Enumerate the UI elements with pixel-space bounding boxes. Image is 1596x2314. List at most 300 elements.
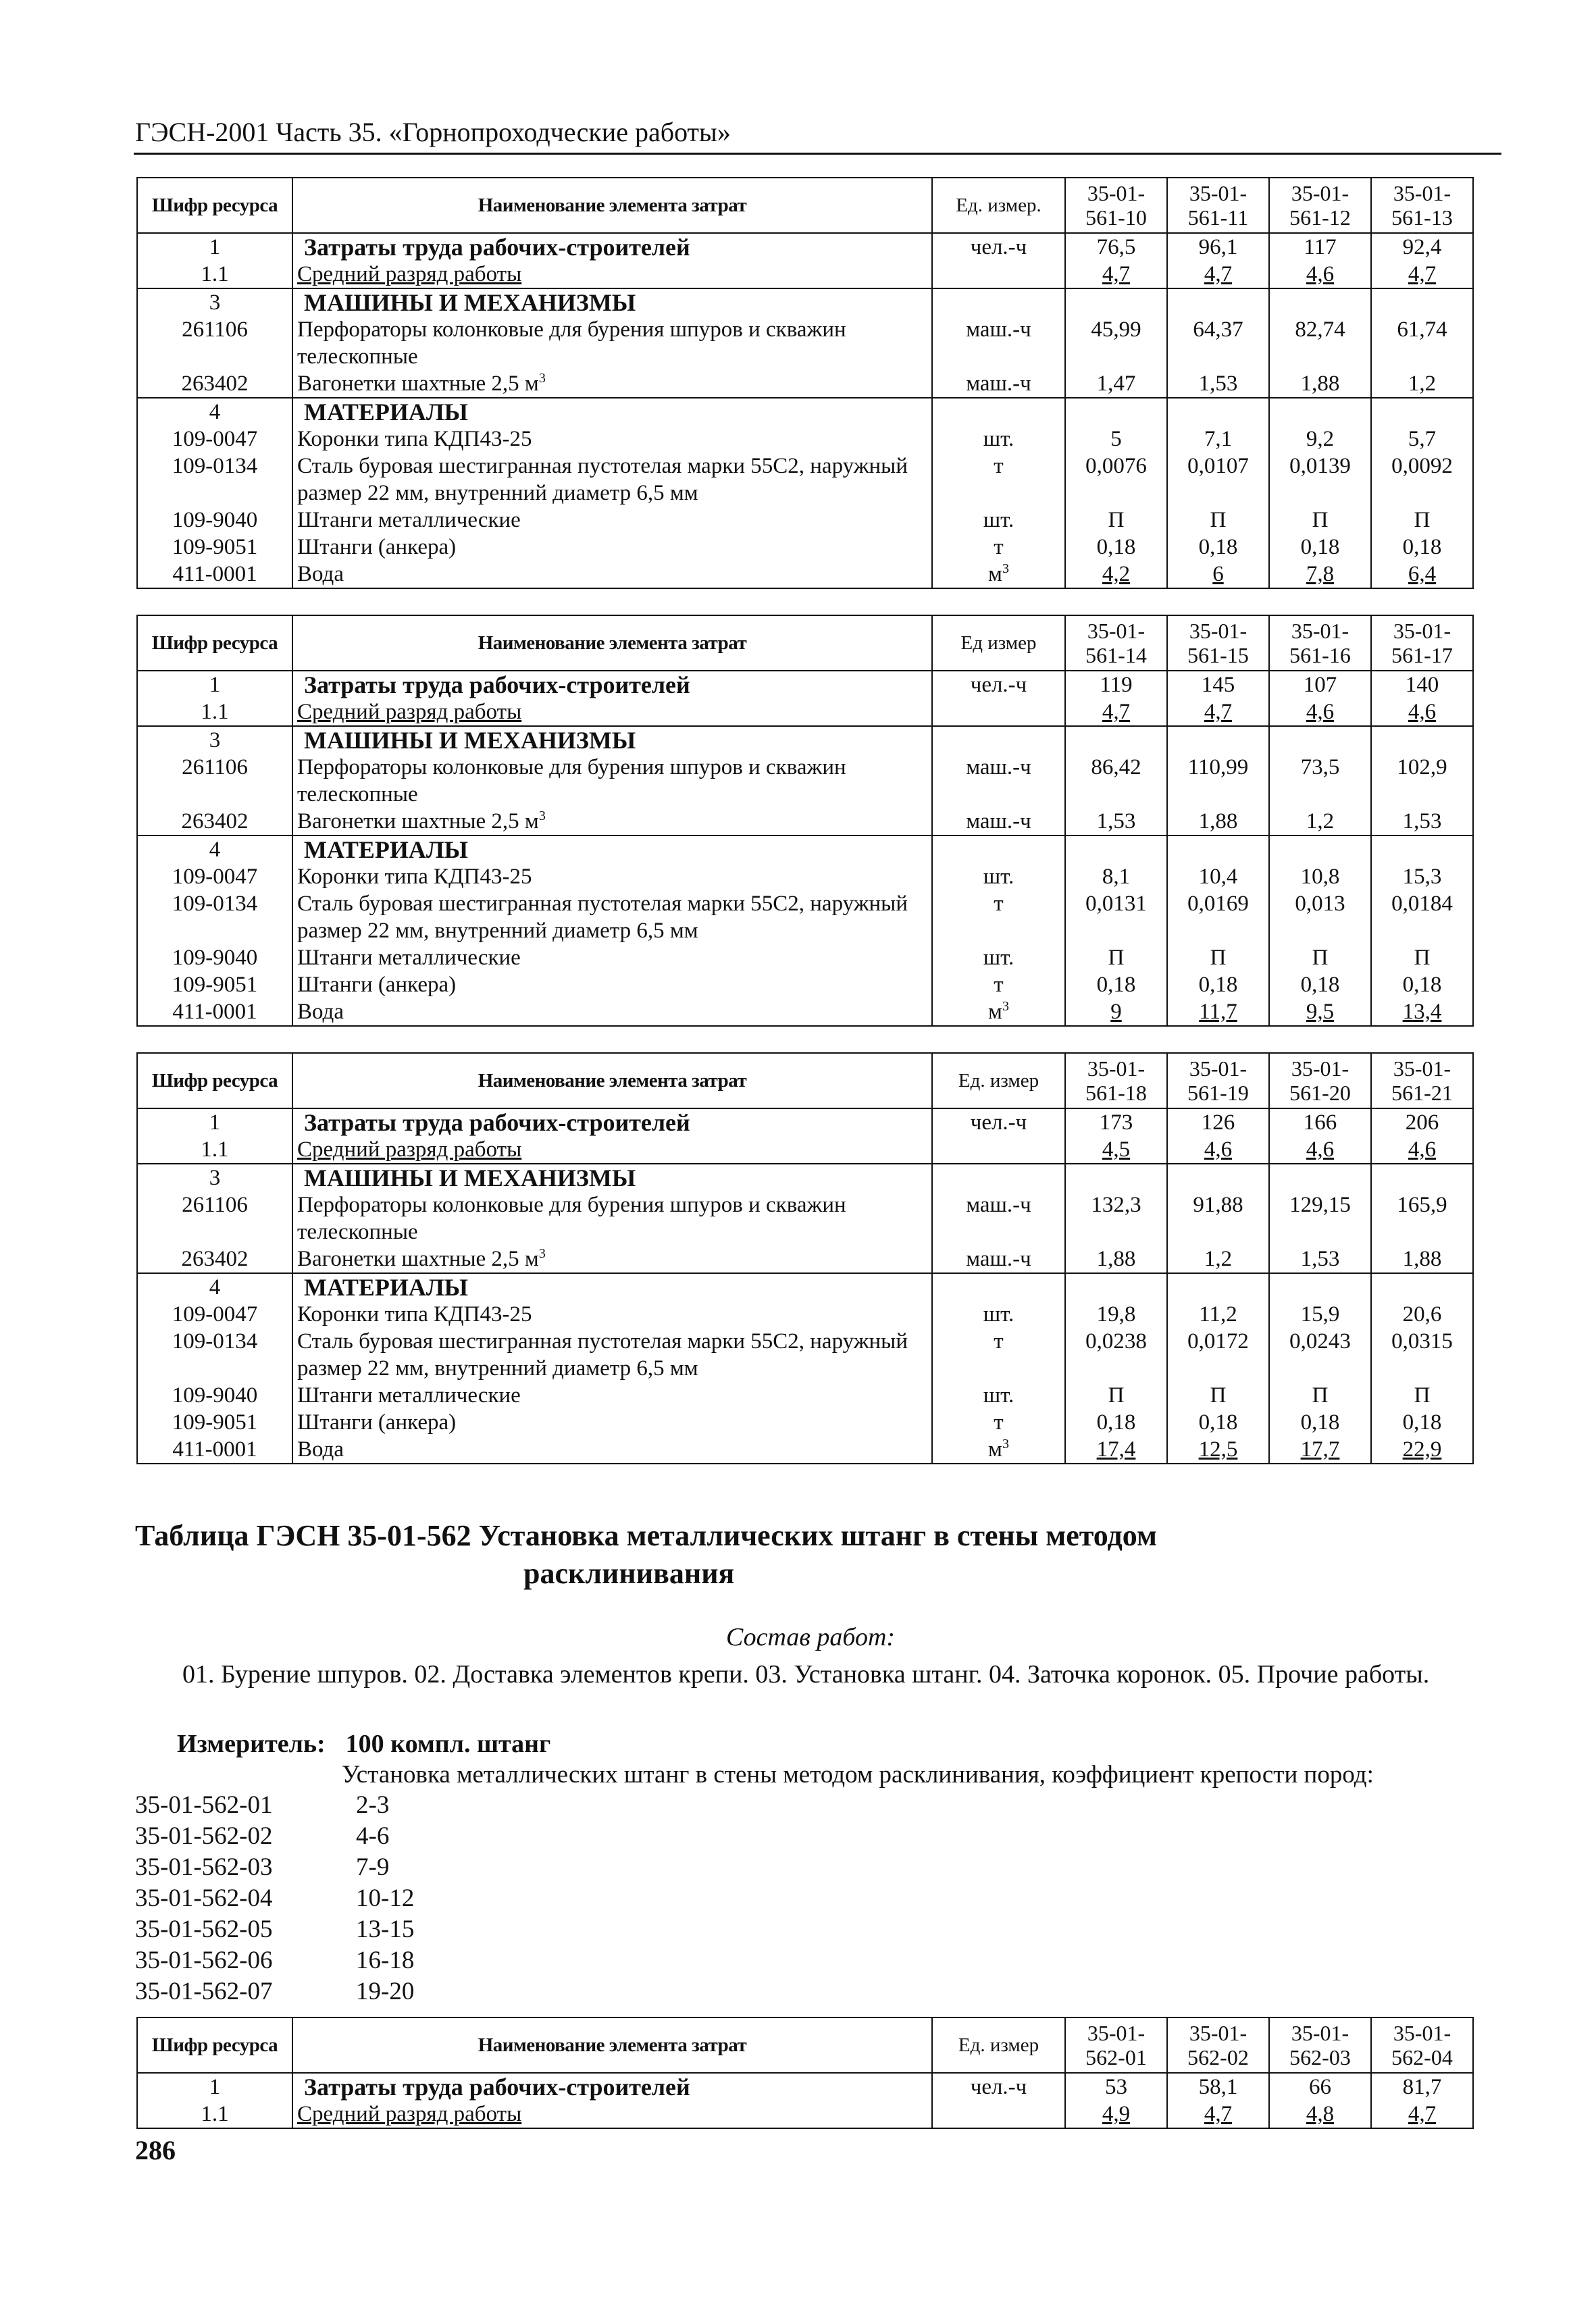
norm-code-line2: 561-21 [1391, 1081, 1453, 1105]
unit [932, 698, 1065, 726]
norm-value-text: 53 [1105, 2075, 1127, 2099]
resource-name-text: Штанги металлические [297, 1383, 521, 1408]
norm-code-line1: 35-01- [1087, 1056, 1145, 1081]
table-row [137, 944, 1473, 971]
norm-value [1065, 453, 1167, 507]
norm-value [1269, 1191, 1371, 1245]
variant-code: 35-01-562-06 [135, 1947, 273, 1974]
resource-name [292, 316, 932, 370]
norm-value [1065, 370, 1167, 398]
resource-name-text: Вагонетки шахтные 2,5 м [297, 371, 539, 396]
resource-name [292, 863, 932, 890]
unit [932, 261, 1065, 288]
unit [932, 2073, 1065, 2101]
norm-value-text: 4,7 [1204, 2102, 1233, 2126]
norm-value [1371, 671, 1473, 698]
header-norm-code [1167, 2017, 1269, 2073]
norm-code-line1: 35-01- [1291, 2021, 1349, 2045]
unit-text: маш.-ч [966, 1193, 1031, 1217]
variant-range: 2-3 [356, 1791, 390, 1819]
norm-code-line1: 35-01- [1291, 181, 1349, 205]
norm-value-text: 4,7 [1204, 700, 1233, 724]
norm-value-text: 64,37 [1193, 317, 1243, 342]
resource-name [292, 398, 932, 426]
unit-text: м [988, 1000, 1002, 1024]
norm-value [1065, 1409, 1167, 1436]
unit [932, 453, 1065, 507]
norm-value-text: 129,15 [1289, 1193, 1351, 1217]
norm-value [1065, 2073, 1167, 2101]
resource-code: 1 [137, 1108, 292, 1136]
unit-text: шт. [983, 427, 1014, 451]
norm-value-text: 0,18 [1096, 1410, 1136, 1435]
table-row [137, 1409, 1473, 1436]
resource-name [292, 426, 932, 453]
norm-value [1167, 1191, 1269, 1245]
unit-text: маш.-ч [966, 317, 1031, 342]
norm-value [1065, 426, 1167, 453]
norm-value [1065, 534, 1167, 561]
norm-value-text: 96,1 [1198, 235, 1238, 259]
unit [932, 534, 1065, 561]
variant-row [135, 1852, 414, 1883]
table-row [137, 534, 1473, 561]
resource-name-text: Коронки типа КДП43-25 [297, 427, 532, 451]
header-code: Шифр ресурса [137, 2017, 292, 2073]
norm-value-text: 15,9 [1300, 1302, 1340, 1327]
table-row [137, 288, 1473, 316]
norm-value-text: 1,53 [1198, 371, 1238, 396]
table-row [137, 561, 1473, 588]
resource-name [292, 726, 932, 754]
norm-code-line2: 561-16 [1289, 643, 1351, 667]
resource-name-text: Средний разряд работы [297, 700, 522, 724]
norm-value-text: 0,0131 [1085, 892, 1147, 916]
norm-value [1167, 1164, 1269, 1191]
header-name: Наименование элемента затрат [292, 615, 932, 671]
norm-code-line2: 561-13 [1391, 205, 1453, 230]
variant-row [135, 1821, 414, 1852]
norm-value-text: П [1210, 946, 1227, 970]
norm-value-text: 132,3 [1091, 1193, 1141, 1217]
resource-name-text: Вагонетки шахтные 2,5 м [297, 809, 539, 833]
resource-name [292, 261, 932, 288]
norm-value [1269, 698, 1371, 726]
norm-value-text: 61,74 [1397, 317, 1447, 342]
norm-value [1371, 1436, 1473, 1464]
resource-name-text: МАШИНЫ И МЕХАНИЗМЫ [304, 727, 636, 754]
resource-code: 1.1 [137, 2101, 292, 2128]
unit [932, 1136, 1065, 1164]
norm-value [1167, 726, 1269, 754]
norm-value-text: 4,2 [1102, 562, 1131, 586]
resource-name-text: Штанги металлические [297, 508, 521, 532]
page-number: 286 [135, 2135, 176, 2165]
unit [932, 890, 1065, 944]
norm-value-text: 92,4 [1402, 235, 1442, 259]
norm-code-line2: 561-10 [1085, 205, 1147, 230]
norm-value [1167, 754, 1269, 808]
norm-value-text: 4,7 [1204, 262, 1233, 286]
norm-value [1269, 1273, 1371, 1301]
norm-code-line2: 561-15 [1187, 643, 1249, 667]
resource-name-text: МАШИНЫ И МЕХАНИЗМЫ [304, 289, 636, 316]
norm-value [1269, 1382, 1371, 1409]
table-row [137, 971, 1473, 998]
norm-value [1269, 561, 1371, 588]
resource-code: 109-9040 [137, 507, 292, 534]
resource-code: 1.1 [137, 1136, 292, 1164]
resource-code: 109-0134 [137, 453, 292, 507]
norm-code-line2: 561-19 [1187, 1081, 1249, 1105]
norm-value [1167, 1108, 1269, 1136]
resource-name-text: Средний разряд работы [297, 2102, 522, 2126]
variant-row [135, 1976, 414, 2007]
norm-value [1269, 863, 1371, 890]
unit [932, 426, 1065, 453]
norm-value [1167, 671, 1269, 698]
unit-text: т [994, 973, 1004, 997]
norm-value [1065, 971, 1167, 998]
resource-name-text: МАТЕРИАЛЫ [304, 1274, 468, 1301]
table-row [137, 1164, 1473, 1191]
resource-name [292, 1191, 932, 1245]
table-562-title [135, 1517, 1472, 1593]
norm-value-text: 0,18 [1402, 535, 1442, 559]
norm-value-text: 0,0107 [1187, 454, 1249, 478]
norm-value [1371, 971, 1473, 998]
norm-value [1371, 698, 1473, 726]
norm-value [1167, 507, 1269, 534]
norm-code-line1: 35-01- [1393, 619, 1451, 643]
resource-name [292, 890, 932, 944]
norm-value [1269, 426, 1371, 453]
header-norm-code [1371, 1053, 1473, 1108]
header-norm-code [1371, 178, 1473, 233]
norm-code-line1: 35-01- [1393, 2021, 1451, 2045]
norm-value-text: 15,3 [1402, 865, 1442, 889]
norm-value [1269, 835, 1371, 863]
resource-code: 109-0134 [137, 890, 292, 944]
resource-code: 109-0047 [137, 1301, 292, 1328]
norm-value-text: П [1210, 508, 1227, 532]
norm-value-text: 1,88 [1402, 1247, 1442, 1271]
table-row [137, 1382, 1473, 1409]
norm-code-line2: 561-11 [1187, 205, 1249, 230]
resource-code: 411-0001 [137, 998, 292, 1026]
norm-value-text: 22,9 [1402, 1437, 1442, 1462]
resource-name [292, 754, 932, 808]
unit [932, 998, 1065, 1026]
norm-value [1065, 507, 1167, 534]
unit-text: шт. [983, 865, 1014, 889]
table-row [137, 2073, 1473, 2101]
norm-value-text: 206 [1405, 1110, 1439, 1135]
norm-value [1167, 316, 1269, 370]
norm-value [1371, 1328, 1473, 1382]
norm-value [1065, 754, 1167, 808]
norm-value [1371, 1136, 1473, 1164]
table-row [137, 2101, 1473, 2128]
norm-value [1167, 1136, 1269, 1164]
resource-name-text: Коронки типа КДП43-25 [297, 1302, 532, 1327]
unit-text: т [994, 1410, 1004, 1435]
norm-value-text: 0,18 [1198, 973, 1238, 997]
unit [932, 398, 1065, 426]
norm-value-text: 0,0092 [1391, 454, 1453, 478]
norm-value-text: 1,2 [1204, 1247, 1233, 1271]
norm-value [1065, 561, 1167, 588]
norm-code-line1: 35-01- [1393, 1056, 1451, 1081]
norm-value [1371, 453, 1473, 507]
resource-name [292, 370, 932, 398]
norm-code-line1: 35-01- [1393, 181, 1451, 205]
unit [932, 1164, 1065, 1191]
unit-text: шт. [983, 1302, 1014, 1327]
norm-code-line2: 562-01 [1085, 2045, 1147, 2069]
resource-name [292, 1136, 932, 1164]
resource-code: 1 [137, 233, 292, 261]
variant-range: 19-20 [356, 1978, 415, 2005]
norm-value [1065, 1382, 1167, 1409]
norm-value-text: 82,74 [1295, 317, 1345, 342]
norm-value [1269, 671, 1371, 698]
norm-value [1065, 944, 1167, 971]
table-row [137, 1136, 1473, 1164]
norm-value [1065, 398, 1167, 426]
unit [932, 507, 1065, 534]
resource-name [292, 698, 932, 726]
norm-value [1269, 1136, 1371, 1164]
table-row [137, 835, 1473, 863]
unit [932, 1191, 1065, 1245]
header-norm-code [1065, 615, 1167, 671]
norm-value [1371, 2073, 1473, 2101]
unit-text: чел.-ч [970, 2075, 1027, 2099]
norm-value-text: 165,9 [1397, 1193, 1447, 1217]
norm-code-line1: 35-01- [1189, 1056, 1247, 1081]
norm-value [1065, 2101, 1167, 2128]
resource-name-text: Затраты труда рабочих-строителей [304, 234, 690, 261]
norm-value [1371, 370, 1473, 398]
norm-value [1269, 754, 1371, 808]
variant-range: 4-6 [356, 1822, 390, 1850]
variant-range: 13-15 [356, 1916, 415, 1943]
resource-code: 1 [137, 2073, 292, 2101]
norm-value [1065, 698, 1167, 726]
norm-value [1371, 754, 1473, 808]
norm-value-text: 0,0238 [1085, 1329, 1147, 1354]
superscript: 3 [1002, 999, 1009, 1014]
norm-value [1167, 453, 1269, 507]
norm-value-text: 17,7 [1300, 1437, 1340, 1462]
norm-value [1269, 726, 1371, 754]
norm-value [1371, 534, 1473, 561]
resource-name [292, 453, 932, 507]
norm-value [1167, 698, 1269, 726]
norm-value [1371, 233, 1473, 261]
norm-value-text: 0,18 [1402, 1410, 1442, 1435]
norm-value-text: 73,5 [1300, 755, 1340, 779]
resource-code: 3 [137, 726, 292, 754]
resource-name [292, 507, 932, 534]
resource-name-text: Перфораторы колонковые для бурения шпуров и скважин телескопные [297, 1193, 846, 1244]
norm-value [1269, 1108, 1371, 1136]
table-row [137, 507, 1473, 534]
norm-value [1371, 1409, 1473, 1436]
table-row [137, 863, 1473, 890]
norm-value-text: 0,0243 [1289, 1329, 1351, 1354]
norm-value [1269, 2073, 1371, 2101]
unit [932, 754, 1065, 808]
norm-value-text: 6,4 [1408, 562, 1437, 586]
variant-range: 16-18 [356, 1947, 415, 1974]
resource-name-text: Штанги (анкера) [297, 973, 457, 997]
norm-code-line2: 562-02 [1187, 2045, 1249, 2069]
resource-name [292, 671, 932, 698]
norm-value [1065, 1245, 1167, 1273]
norm-value [1167, 1301, 1269, 1328]
header-norm-code [1371, 2017, 1473, 2073]
variant-row [135, 1790, 414, 1821]
resource-code: 4 [137, 835, 292, 863]
resource-name [292, 971, 932, 998]
unit [932, 808, 1065, 835]
norm-value-text: П [1210, 1383, 1227, 1408]
unit-text: шт. [983, 946, 1014, 970]
norm-value-text: 4,7 [1102, 262, 1131, 286]
resource-code: 411-0001 [137, 561, 292, 588]
norm-code-line1: 35-01- [1291, 619, 1349, 643]
header-norm-code [1065, 1053, 1167, 1108]
norm-value-text: П [1414, 1383, 1431, 1408]
norm-value-text: 4,6 [1306, 1137, 1335, 1162]
resource-code: 1.1 [137, 261, 292, 288]
resource-name-text: Вагонетки шахтные 2,5 м [297, 1247, 539, 1271]
norm-value [1371, 1108, 1473, 1136]
norm-value [1065, 1273, 1167, 1301]
norm-value [1269, 370, 1371, 398]
norm-value [1371, 2101, 1473, 2128]
resource-name [292, 1301, 932, 1328]
norm-code-line1: 35-01- [1087, 619, 1145, 643]
norm-code-line1: 35-01- [1189, 2021, 1247, 2045]
superscript: 3 [1002, 1437, 1009, 1451]
norm-value-text: 0,013 [1295, 892, 1345, 916]
norm-value [1167, 863, 1269, 890]
resource-code: 263402 [137, 1245, 292, 1273]
norm-value-text: 0,0076 [1085, 454, 1147, 478]
resource-code: 261106 [137, 316, 292, 370]
header-norm-code [1167, 615, 1269, 671]
unit [932, 1245, 1065, 1273]
header-name: Наименование элемента затрат [292, 2017, 932, 2073]
norm-value [1167, 1273, 1269, 1301]
variants-description: Установка металлических штанг в стены методом расклинивания, коэффициент крепости пород: [342, 1761, 1374, 1789]
norm-value-text: 4,6 [1408, 1137, 1437, 1162]
norm-value [1167, 288, 1269, 316]
norm-value-text: 0,18 [1198, 1410, 1238, 1435]
norm-value [1371, 426, 1473, 453]
norm-code-line2: 561-14 [1085, 643, 1147, 667]
norm-value-text: 4,7 [1408, 2102, 1437, 2126]
table-row [137, 890, 1473, 944]
norm-value-text: 0,18 [1300, 535, 1340, 559]
norm-value [1167, 1245, 1269, 1273]
norm-value [1065, 1436, 1167, 1464]
norm-value-text: П [1108, 1383, 1125, 1408]
resource-name [292, 1382, 932, 1409]
resource-name [292, 1409, 932, 1436]
norm-value [1167, 370, 1269, 398]
header-norm-code [1065, 178, 1167, 233]
resource-name-text: Вода [297, 562, 344, 586]
resource-code: 3 [137, 1164, 292, 1191]
table-row [137, 1245, 1473, 1273]
norm-value [1269, 944, 1371, 971]
resource-name-text: Перфораторы колонковые для бурения шпуров и скважин телескопные [297, 755, 846, 806]
norm-value [1167, 944, 1269, 971]
table-562-title-line1: Таблица ГЭСН 35-01-562 Установка металлических штанг в стены методом [135, 1519, 1157, 1552]
table-row [137, 426, 1473, 453]
table-row [137, 233, 1473, 261]
variant-row [135, 1945, 414, 1976]
resource-name-text: Средний разряд работы [297, 262, 522, 286]
norm-value [1371, 1245, 1473, 1273]
norm-value [1065, 890, 1167, 944]
unit-text: шт. [983, 508, 1014, 532]
norm-code-line1: 35-01- [1189, 181, 1247, 205]
norm-value [1269, 507, 1371, 534]
variant-code: 35-01-562-03 [135, 1853, 273, 1881]
resource-code: 109-9051 [137, 971, 292, 998]
table-row [137, 453, 1473, 507]
norm-value-text: 4,5 [1102, 1137, 1131, 1162]
unit [932, 971, 1065, 998]
header-name: Наименование элемента затрат [292, 178, 932, 233]
norm-value [1371, 288, 1473, 316]
resource-name [292, 1108, 932, 1136]
norm-value-text: 110,99 [1187, 755, 1249, 779]
norm-value [1167, 2101, 1269, 2128]
norm-value [1371, 1273, 1473, 1301]
norm-value [1167, 971, 1269, 998]
norm-value-text: 86,42 [1091, 755, 1141, 779]
resource-name [292, 944, 932, 971]
table-row [137, 1436, 1473, 1464]
resource-name-text: Коронки типа КДП43-25 [297, 865, 532, 889]
table-header-row [137, 2017, 1473, 2073]
norm-value [1269, 808, 1371, 835]
unit [932, 1328, 1065, 1382]
resource-name [292, 1164, 932, 1191]
norm-value [1269, 534, 1371, 561]
unit-text: чел.-ч [970, 1110, 1027, 1135]
norm-value [1269, 233, 1371, 261]
norm-value-text: 19,8 [1096, 1302, 1136, 1327]
norm-value-text: П [1312, 946, 1329, 970]
unit [932, 671, 1065, 698]
norm-value [1371, 507, 1473, 534]
norm-value [1269, 1436, 1371, 1464]
resource-code: 261106 [137, 1191, 292, 1245]
resource-name-text: Затраты труда рабочих-строителей [304, 1109, 690, 1136]
resource-name [292, 998, 932, 1026]
table-row [137, 754, 1473, 808]
norm-code-line1: 35-01- [1087, 2021, 1145, 2045]
norm-value-text: 81,7 [1402, 2075, 1442, 2099]
superscript: 3 [1002, 561, 1009, 576]
